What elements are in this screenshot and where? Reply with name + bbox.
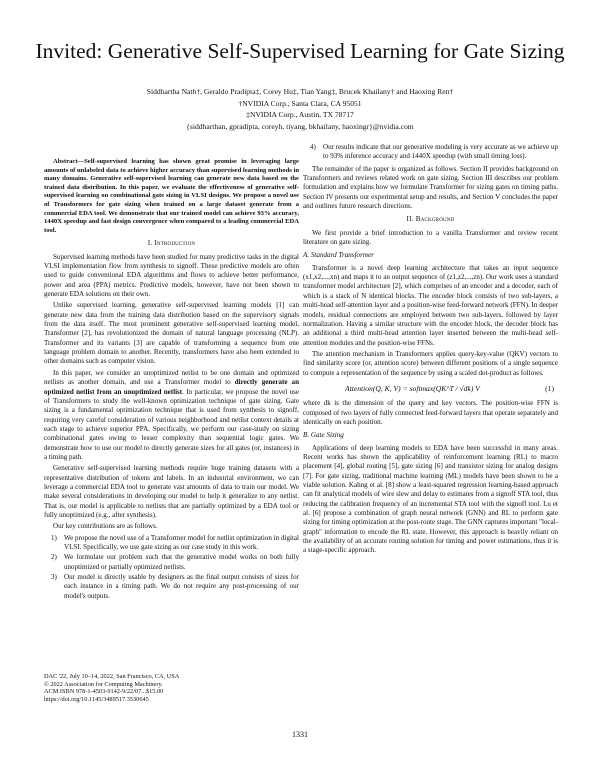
intro-p3-end: . In particular, we propose the novel use of Transformers to study the well-known optimization technique of gate sizing. Gate sizing is a fundamental optimization technique that is used from synthesis to signoff, requiring very careful consideration of various neighborhood and netlist context details at each stage to achieve superior PPA. Specifically, we perform our case-study on sizing combinational gates owing to lesser complexity than sequential logic gates. We demonstrate how to use our model to directly generate sizes for all gates (or, instances) in a timing path.	[44, 387, 299, 461]
gate-sizing-paragraph: Applications of deep learning models to EDA have been successful in many areas. Recent works has shown the applicability of reinforcement learning (RL) to macro placement [4], global routing [5], gate sizing [6] and transistor sizing for analog designs [7]. For gate sizing, traditional machine learning (ML) models have been shown to be a viable solution. Kahng et al. [8] show a least-squared regression learning-based approach can fit analytical models of wire slew and delay to estimates from a signoff STA tool, thus reducing the calibration frequency of an incremental STA tool with the signoff tool. Lu et al. [6] propose a combination of graph neural network (GNN) and RL to perform gate sizing for timing optimization at the post-route stage. The GNN captures important "local-graph" information to encode the RL state. However, this approach is heavily reliant on the availability of an accurate routing solution for timing and power estimations, thus it is a stage-specific approach.	[303, 443, 558, 555]
section-heading-introduction: I. Introduction	[147, 239, 196, 248]
contribution-item	[44, 573, 299, 601]
affiliation-austin: ‡NVIDIA Corp., Austin, TX 78717	[246, 110, 354, 119]
contribution-number: 1)	[51, 533, 57, 542]
equation-number: (1)	[545, 383, 554, 393]
author-block	[0, 86, 600, 132]
subsection-heading-gate-sizing: B. Gate Sizing	[303, 431, 344, 440]
abstract: Abstract—Self-supervised learning has shown great promise in leveraging large amounts of unlabeled data to achieve higher accuracy than supervised learning methods in many domains. Generative self-supervised learning can generate new data based on the trained data distribution. In this paper, we evaluate the effectiveness of generative self-supervised learning on combinational gate sizing in VLSI designs. We propose a novel use of Transformers for gate sizing when trained on a large dataset generate from a commercial EDA tool. We demonstrate that our trained model can achieve 93% accuracy, 1440X speedup and fast design convergence when compared to a leading commercial EDA tool.	[44, 158, 299, 234]
contribution-text: We propose the novel use of a Transformer model for netlist optimization in digital VLSI. Specifically, we use gate sizing as our case study in this work.	[64, 533, 299, 551]
author-names: Siddhartha Nath†, Geraldo Pradipta‡, Corey Hu‡, Tian Yang‡, Brucek Khailany† and Haoxing Ren†	[146, 87, 454, 96]
contribution-number: 4)	[310, 143, 316, 151]
copyright-footnote	[44, 673, 299, 703]
equation-body: Attention(Q, K, V) = softmax(QK^T / √dk) V	[345, 383, 480, 393]
transformer-paragraph-3: where dk is the dimension of the query and key vectors. The position-wise FFN is composed of two layers of fully connected feed-forward layers that operate separately and identically on each position.	[303, 399, 558, 426]
contribution-number: 3)	[51, 573, 57, 582]
right-column	[303, 143, 558, 558]
left-column	[44, 158, 299, 604]
page-number: 1331	[292, 730, 308, 739]
contribution-number: 2)	[51, 553, 57, 562]
intro-paragraph-1: Supervised learning methods have been studied for many predictive tasks in the digital VLSI implementation flow from synthesis to signoff. These predictive models are often used to guide conventional EDA algorithms and flows to achieve better performance, power and area (PPA) metrics. Predictive models, however, have not been shown to generate EDA solutions on their own.	[44, 252, 299, 299]
organization-paragraph: The remainder of the paper is organized as follows. Section II provides background on Transformers and reviews related work on gate sizing. Section III describes our problem formulation and explains how we formulate Transformer for sizing gates on timing paths. Section IV presents our experimental setup and results, and Section V concludes the paper and outlines future research directions.	[303, 164, 558, 211]
attention-equation	[303, 384, 558, 393]
footnote-copyright: © 2022 Association for Computing Machinery.	[44, 680, 163, 688]
intro-paragraph-2: Unlike supervised learning, generative self-supervised learning models [1] can generate new data from the training data distribution based on the supervisory signals from the data itself. The most prominent generative self-supervised learning model, Transformer [2], has revolutionized the domain of natural language processing (NLP). Transformer and its variants [3] are capable of transforming a sequence from one language problem domain to another. Recently, transformers have also been extended to other domains such as computer vision.	[44, 301, 299, 366]
footnote-isbn: ACM ISBN 978-1-4503-9142-9/22/07...$15.00	[44, 688, 164, 696]
footnote-conference: DAC '22, July 10–14, 2022, San Francisco, CA, USA	[44, 673, 180, 680]
contribution-list-continued	[303, 143, 558, 162]
intro-paragraph-3	[44, 369, 299, 462]
affiliation-santa-clara: †NVIDIA Corp., Santa Clara, CA 95051	[238, 98, 362, 108]
intro-p3-emphasis: directly generate an optimized netlist from an unoptimized netlist	[44, 378, 299, 396]
contribution-text: Our results indicate that our generative modeling is very accurate as we achieve up to 93% inference accuracy and 1440X speedup (with small timing loss).	[323, 143, 558, 161]
subsection-heading-transformer: A. Standard Transformer	[303, 251, 374, 260]
transformer-paragraph-1: Transformer is a novel deep learning architecture that takes an input sequence (x1,x2,...,xn) and maps it to an output sequence of (z1,z2,...,zn). Our work uses a standard transformer model architecture [2], which comprises of an encoder and a decoder, each of which is a stack of N identical blocks. The encoder block consists of two sub-layers, a multi-head self-attention layer and a position-wise feed-forward network (FFN). In deeper models, residual connections are employed between two sub-layers, followed by layer normalization. Having a similar structure with the encoder block, the decoder block has an additional a third multi-head attention layer inserted between the multi-head self-attention modules and the position-wise FFNs.	[303, 263, 558, 347]
author-emails: {siddharthan, gpradipta, coreyh, tiyang, bkhailany, haoxingr}@nvidia.com	[186, 121, 414, 131]
intro-paragraph-4: Generative self-supervised learning methods require huge training datasets with a representative distribution of tokens and labels. In an industrial environment, we can leverage a commercial EDA tool to generate vast amounts of data to train our model. We make several considerations in developing our model to help it generalize to any netlist. That is, our model is applicable to netlists that are partially optimized by a EDA tool or fully unoptimized (e.g., after synthesis).	[44, 464, 299, 519]
contribution-list	[44, 534, 299, 601]
contribution-text: Our model is directly usable by designers as the final output consists of sizes for each instance in a timing path. We do not require any post-processing of our model's outputs.	[64, 573, 299, 600]
transformer-paragraph-2: The attention mechanism in Transformers applies query-key-value (QKV) vectors to find similarity score (or, attention score) between different positions of a single sequence to compute a representation of the sequence by using a scaled dot-product as follows.	[303, 349, 558, 377]
contribution-text: We formulate our problem such that the generative model works on both fully unoptimized or partially optimized netlists.	[64, 553, 299, 571]
intro-paragraph-5: Our key contributions are as follows.	[53, 522, 158, 531]
paper-title: Invited: Generative Self-Supervised Learning for Gate Sizing	[35, 39, 565, 63]
contribution-item	[44, 534, 299, 553]
footnote-doi-link[interactable]: https://doi.org/10.1145/3489517.3530645	[44, 695, 149, 703]
intro-p3-start: In this paper, we consider an unoptimized netlist to be one domain and optimized netlists as another domain, and use a Transformer model to	[44, 368, 299, 387]
background-intro: We first provide a brief introduction to a vanilla Transformer and review recent literature on gate sizing.	[303, 228, 558, 247]
contribution-item	[44, 553, 299, 572]
section-heading-background: II. Background	[406, 215, 455, 224]
contribution-item	[303, 143, 558, 162]
